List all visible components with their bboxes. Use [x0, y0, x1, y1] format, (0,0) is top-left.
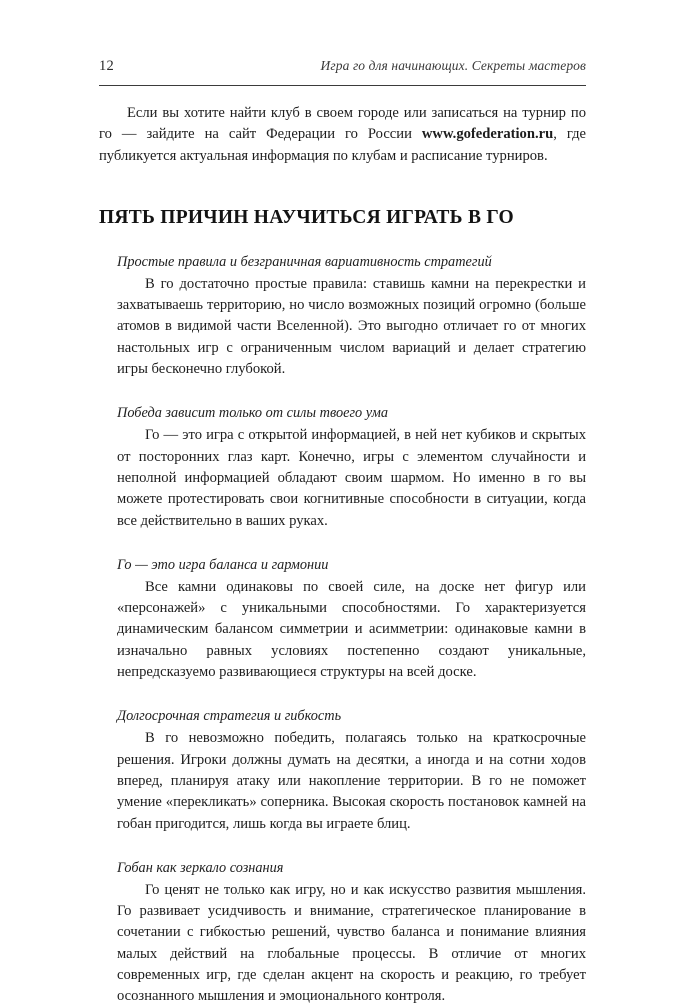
- reason-subheading: Гобан как зеркало сознания: [117, 859, 284, 876]
- reason-subheading: Победа зависит только от силы твоего ума: [117, 405, 389, 422]
- page-content: [99, 58, 586, 1008]
- intro-text-before-link: Если вы хотите найти клуб в своем городе или записаться на турнир по го — зайдите на сайт Федерации го России: [99, 105, 586, 143]
- reason-paragraph: В го достаточно простые правила: ставишь камни на перекрестки и захватываешь территорию, но число возможных позиций огромно (больше атомов в видимой части Вселенной). Это выгодно отличает го от многих настольных игр с ограниченным числом вариаций и делает стратегию игры бесконечно глубокой.: [117, 275, 586, 378]
- reason-paragraph: Все камни одинаковы по своей силе, на доске нет фигур или «персонажей» с уникальными способностями. Го характеризуется динамическим балансом симметрии и асимметрии: одинаковые камни в изначально равных условиях постепенно создают уникальные, непредсказуемо развивающиеся структуры на всей доске.: [117, 578, 586, 681]
- federation-website-url: www.gofederation.ru: [421, 126, 554, 143]
- reason-subheading: Простые правила и безграничная вариативность стратегий: [117, 253, 492, 270]
- intro-text-after-link: , где публикуется актуальная информация по клубам и расписание турниров.: [99, 126, 586, 164]
- intro-paragraph: [99, 103, 586, 167]
- reason-block: [99, 404, 586, 531]
- reason-subheading: Го — это игра баланса и гармонии: [117, 556, 329, 573]
- reason-paragraph: Го — это игра с открытой информацией, в ней нет кубиков и скрытых от посторонних глаз карт. Конечно, игры с элементом случайности и неполной информацией обладают своим шармом. Но именно в го вы можете протестировать свои когнитивные способности в ситуации, когда все действительно в ваших руках.: [117, 427, 586, 529]
- header-divider: [99, 85, 586, 86]
- running-title: Игра го для начинающих. Секреты мастеров: [320, 58, 586, 73]
- reason-block: [99, 859, 586, 1008]
- reason-block: [99, 556, 586, 683]
- section-heading: ПЯТЬ ПРИЧИН НАУЧИТЬСЯ ИГРАТЬ В ГО: [99, 206, 514, 228]
- page-number: 12: [99, 58, 114, 74]
- reason-paragraph: В го невозможно победить, полагаясь только на краткосрочные решения. Игроки должны думать на десятки, а иногда и на сотни ходов вперед, планируя атаку или накопление территории. В го не поможет умение «перекликать» соперника. Высокая скорость постановок камней на гобан пригодится, лишь когда вы играете блиц.: [117, 730, 586, 832]
- reason-subheading: Долгосрочная стратегия и гибкость: [117, 708, 342, 725]
- running-head: [99, 58, 586, 80]
- reason-paragraph: Го ценят не только как игру, но и как искусство развития мышления. Го развивает усидчивость и внимание, стратегическое планирование в сочетании с гибкостью решений, чувство баланса и понимание влияния малых действий на глобальные процессы. В отличие от многих современных игр, где сделан акцент на скорость и реакцию, го требует осознанного мышления и эмоционального контроля.: [117, 881, 586, 1005]
- reason-block: [99, 253, 586, 380]
- reason-block: [99, 707, 586, 834]
